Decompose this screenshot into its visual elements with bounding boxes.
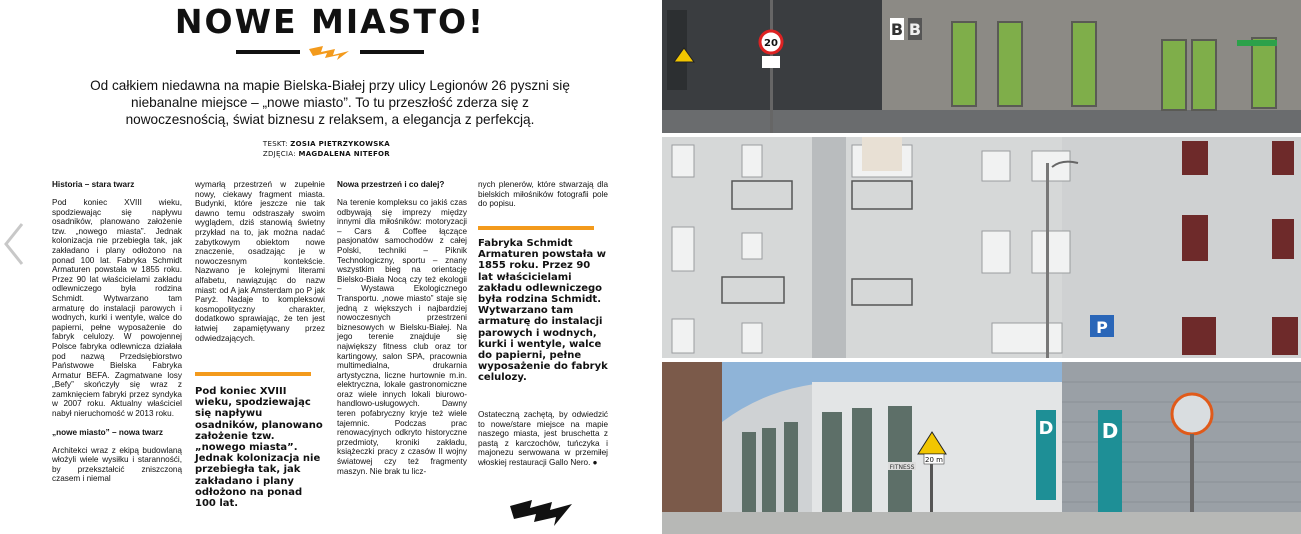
paragraph: Architekci wraz z ekipą budowlaną włożyli wiele wysiłku i starannośći, by przekształcić zniszczoną czasem i niemal xyxy=(52,445,182,484)
column-2 xyxy=(195,180,325,343)
chevron-left-icon[interactable] xyxy=(2,222,26,266)
pull-quote-rule xyxy=(478,226,594,230)
article-credits xyxy=(200,139,390,159)
title-rule-right xyxy=(360,50,424,54)
photo-building-d xyxy=(662,362,1301,534)
paragraph: nych plenerów, które stwarzają dla bielskich miłośników fotografii pole do popisu. xyxy=(478,180,608,209)
photo-building-b xyxy=(662,0,1301,133)
photo-strip xyxy=(660,0,1301,534)
section-heading-new-face: „nowe miasto” – nowa twarz xyxy=(52,427,164,437)
credit-photo-author: MAGDALENA NITEFOR xyxy=(298,150,390,158)
parking-sign-text: P xyxy=(1096,318,1108,337)
photo-building-balconies xyxy=(662,137,1301,358)
lightning-bolt-icon xyxy=(309,46,351,60)
article-lead: Od całkiem niedawna na mapie Bielska-Białej przy ulicy Legionów 26 pyszni się niebanalne miejsce – „nowe miasto”. To tu przeszłość zderza się z nowoczesnością, świat biznesu z relaksem, a elegancja z perfekcją. xyxy=(90,78,570,127)
building-letter-b: B xyxy=(890,20,904,39)
section-heading-history: Historia – stara twarz xyxy=(52,180,135,189)
pull-quote-right: Fabryka Schmidt Armaturen powstała w 1855 roku. Przez 90 lat właścicielami zakładu odlewniczego była rodzina Schmidt. Wytwarzano tam armaturę do instalacji parowych i wodnych, kurki i wentyle, walce do papierni, pełne wyposażenie do fabryk celulozy. xyxy=(478,238,608,384)
closing-paragraph: Ostateczną zachętą, by odwiedzić to nowe/stare miejsce na mapie naszego miasta, jest bruschetta z pastą z karczochów, tuńczyka i majonezu serwowana w przemiłej włoskiej restauracji Gallo Nero. ● xyxy=(478,410,608,467)
lightning-bolt-icon xyxy=(510,500,572,526)
paragraph: wymarłą przestrzeń w zupełnie nowy, ciekawy fragment miasta. Budynki, które jeszcze nie tak dawno temu odstraszały swoim wyglądem, dziś stanowią świetny przykład na to, jak można nadać zabytkowym obiektom nowe znaczenie, osadzając je w nowoczesnym kontekście. Nazwano je kolejnymi literami alfabetu, nawiązując do nazw miast: od A jak Amsterdam po P jak Paryż. Nadaje to kompleksowi kosmopolityczny charakter, dodatkowo sprawiając, że ten jest łatwiej zapamiętywany przez odwiedzających. xyxy=(195,180,325,343)
paragraph: Pod koniec XVIII wieku, spodziewając się napływu osadników, planowano założenie tzw. „nowego miasta”. Jednak kolonizacja nie przebiegła tak, jak zakładano i plany odłożono na ponad 100 lat. Fabryka Schmidt Armaturen powstała w 1855 roku. Przez 90 lat właścicielami zakładu odlewniczego była rodzina Schmidt. Wytwarzano tam armaturę do instalacji parowych i wodnych, kurki i wentyle, walce do papierni, pełne wyposażenie do fabryk celulozy. W powojennej Polsce fabryka odlewnicza działała pod nazwą Przedsiębiorstwo Państwowe Bielska Fabryka Armatur BEFA. Zagmatwane losy „Befy” skończyły się wraz z zamknięciem fabryki przez syndyka w 2007 roku. Aktualny właściciel nabył nieruchomość w 2013 roku. xyxy=(52,198,182,419)
column-3 xyxy=(337,180,467,476)
title-rule-left xyxy=(236,50,300,54)
credit-photo-label: ZDJĘCIA: xyxy=(262,150,296,158)
building-letter-b: B xyxy=(908,20,922,39)
article-title: NOWE MIASTO! xyxy=(174,2,486,41)
credit-text-author: ZOSIA PIETRZYKOWSKA xyxy=(290,140,390,148)
column-1 xyxy=(52,180,182,484)
pull-quote-left: Pod koniec XVIII wieku, spodziewając się napływu osadników, planowano założenie tzw. „nowego miasta”. Jednak kolonizacja nie przebiegła tak, jak zakładano i plany odłożono na ponad 100 lat. xyxy=(195,386,323,510)
building-letter-d: D xyxy=(1101,419,1119,443)
speed-sign-text: 20 xyxy=(764,38,778,49)
building-letter-d: D xyxy=(1038,418,1054,439)
paragraph: Na terenie kompleksu co jakiś czas odbywają się imprezy między innymi dla miłośników: motoryzacji – Cars & Coffee łączące pasjonatów samochodów z całej Polski, techniki – Piknik Technologiczny, sportu – znany wszystkim bieg na orientację Bielsko-Biała Nocą czy też ekologii – Wystawa Ekologicznego Transportu. „nowe miasto” staje się jedną z większych i najbardziej nowoczesnych przestrzeni biznesowych w Bielsku-Białej. Na jego terenie znajduje się największy fitness club oraz tor kartingowy, salon SPA, pracownia multimedialna, drukarnia artystyczna, liczne hurtownie m.in. elektryczna, lokale gastronomiczne oraz wiele innych lokali biurowo-handlowo-usługowych. Dawny teren pofabryczny kryje też wiele tajemnic. Podczas prac renowacyjnych odkryto historyczne przedmioty, kroniki zakładu, książeczki pracy z czasów II wojny światowej czy też fragmenty maszyn. Nie brak tu licz- xyxy=(337,198,467,476)
column-4 xyxy=(478,180,608,209)
section-heading-new-space: Nowa przestrzeń i co dalej? xyxy=(337,180,445,189)
credit-text-label: TESKT: xyxy=(262,140,288,148)
road-sign-text: 20 m xyxy=(925,456,943,464)
fitness-sign-text: FITNESS xyxy=(889,464,915,471)
pull-quote-rule xyxy=(195,372,311,376)
